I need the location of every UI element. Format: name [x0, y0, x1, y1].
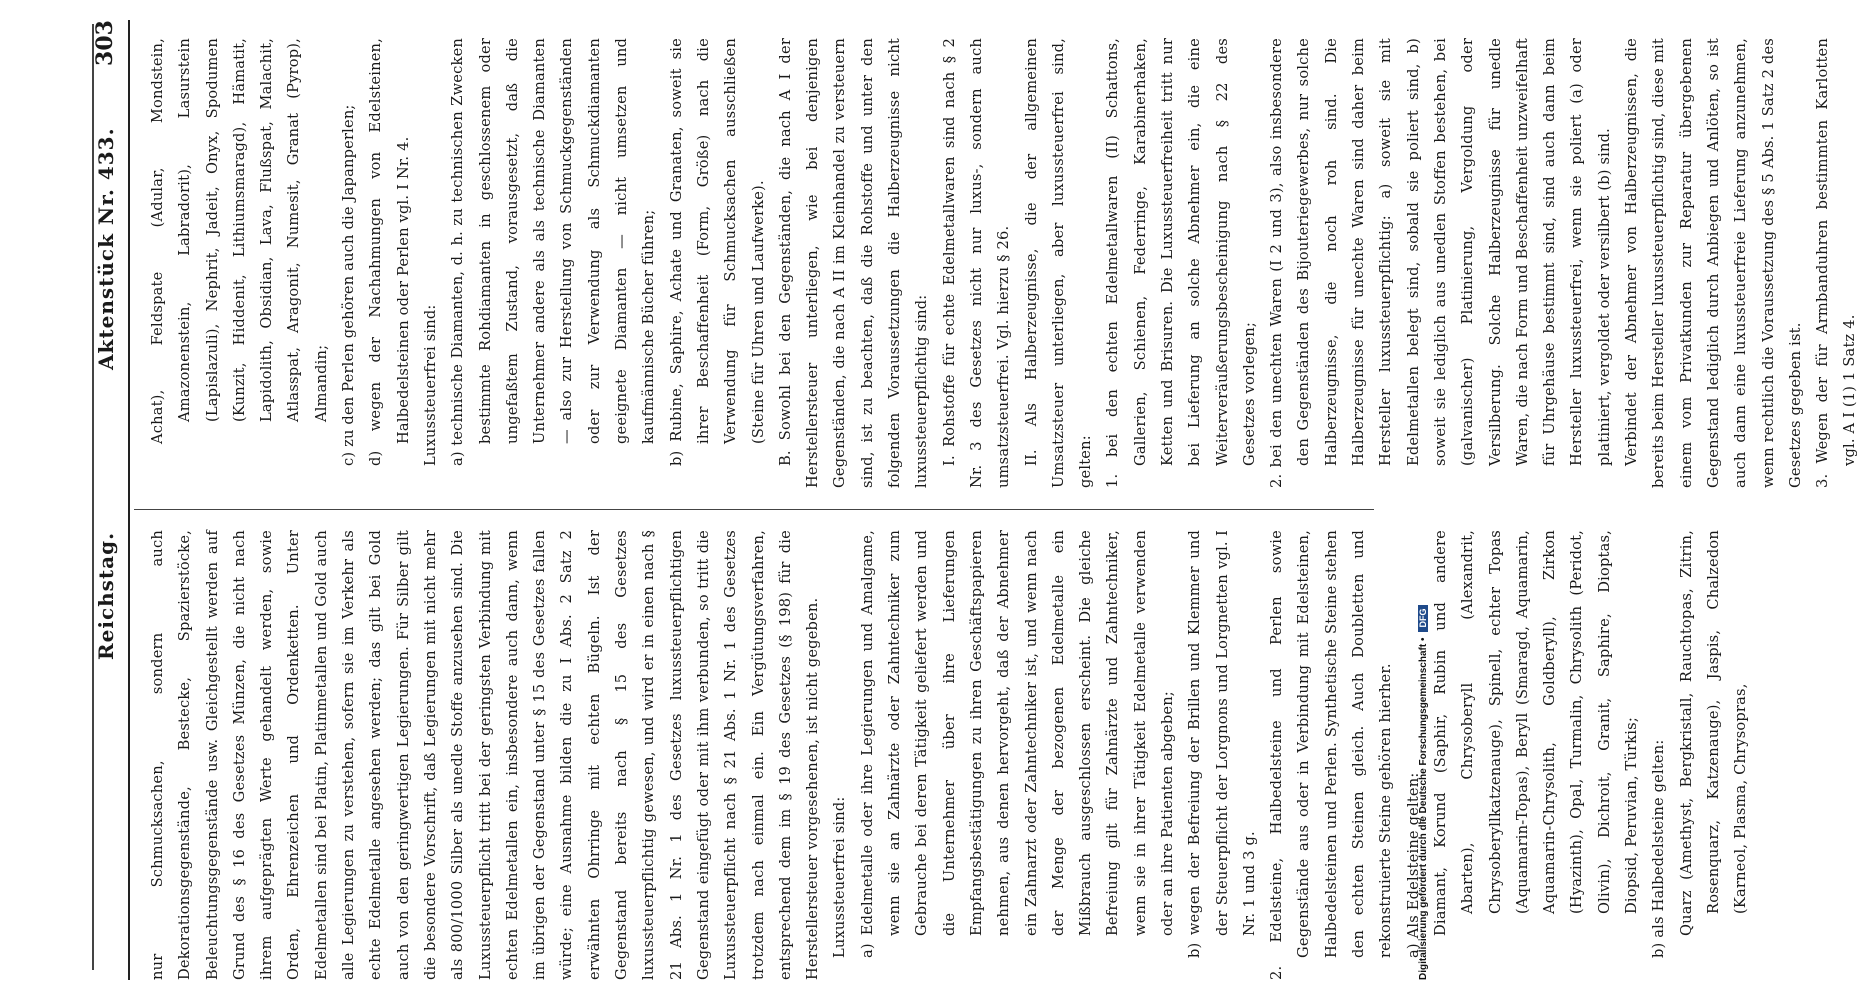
- list-item: 2. Edelsteine, Halbedelsteine und Perlen sowie Gegenstände aus oder in Verbindung mit Edelsteinen, Halbedelsteinen und Perlen. Synthetische Steine stehen den echten Steinen gleich. Auch Doubletten und rekonstruierte Steine gehören hierher.: [1268, 530, 1395, 980]
- header-rule: [128, 20, 130, 980]
- digitization-credit: [1418, 0, 1434, 980]
- list-item: 3. Wegen der für Armbanduhren bestimmten Karlotten vgl. A I (1) 1 Satz 4.: [1814, 38, 1859, 488]
- list-item: a) Edelmetalle oder ihre Legierungen und Amalgame, wenn sie an Zahnärzte oder Zahntechniker zum Gebrauche bei deren Tätigkeit geliefert werden und die Unternehmer über ihre Lieferungen Empfangsbestätigungen zu ihren Geschäftspapieren nehmen, aus denen hervorgeht, daß der Abnehmer ein Zahnarzt oder Zahntechniker ist, und wenn nach der Menge der bezogenen Edelmetalle ein Mißbrauch ausgeschlossen erscheint. Die gleiche Befreiung gilt für Zahnärzte und Zahntechniker, wenn sie in ihrer Tätigkeit Edelmetalle verwenden oder an ihre Patienten abgeben;: [858, 530, 1176, 958]
- paragraph: B. Sowohl bei den Gegenständen, die nach A I der Herstellersteuer unterliegen, wie bei denjenigen Gegenständen, die nach A II im Kleinhandel zu versteuern sind, ist zu beachten, daß die Rohstoffe und unter den folgenden Voraussetzungen die Halberzeugnisse nicht luxussteuerpflichtig sind:: [776, 38, 931, 488]
- list-item: 2. bei den unechten Waren (I 2 und 3), also insbesondere den Gegenständen des Bijouteriegewerbes, nur solche Halberzeugnisse, die noch roh sind. Die Halberzeugnisse für unechte Waren sind daher beim Hersteller luxussteuerpflichtig: a) soweit sie mit Edelmetallen belegt sind, sobald sie poliert sind, b) soweit sie lediglich aus unedlen Stoffen bestehen, bei (galvanischer) Platinierung, Vergoldung oder Versilberung. Solche Halberzeugnisse für unedle Waren, die nach Form und Beschaffenheit unzweifelhaft für Uhrgehäuse bestimmt sind, sind auch dann beim Hersteller luxussteuerfrei, wenn sie poliert (a) oder platiniert, vergoldet oder versilbert (b) sind.: [1268, 38, 1613, 488]
- credit-text: Digitalisierung gefördert durch die Deutsche Forschungsgemeinschaft •: [1418, 637, 1429, 980]
- paragraph: II. Als Halberzeugnisse, die der allgemeinen Umsatzsteuer unterliegen, aber luxussteuerfrei sind, gelten:: [1022, 38, 1095, 488]
- list-item: a) technische Diamanten, d. h. zu technischen Zwecken bestimmte Rohdiamanten in geschlossenem oder ungefaßtem Zustand, vorausgesetzt, daß die Unternehmer andere als als technische Diamanten — also zur Herstellung von Schmuckgegenständen oder zur Verwendung als Schmuckdiamanten geeignete Diamanten — nicht umsetzen und kaufmännische Bücher führen;: [449, 38, 658, 466]
- list-item: b) wegen der Befreiung der Brillen und Klemmer und der Steuerpflicht der Lorgnons und Lorgnetten vgl. I Nr. 1 und 3 g.: [1186, 530, 1258, 958]
- header-title: Aktenstück Nr. 433.: [94, 127, 118, 370]
- paragraph: Achat), Feldspate (Adular, Mondstein, Amazonenstein, Labradorit), Lasurstein (Lapislazuli), Nephrit, Jadeit, Onyx, Spodumen (Kunzit, Hiddenit, Lithiumsmaragd), Hämatit, Lapidolith, Obsidian, Lava, Flußspat, Malachit, Atlasspat, Aragonit, Numesit, Granat (Pyrop), Almandin;: [149, 38, 330, 444]
- list-item: 1. bei den echten Edelmetallwaren (II) Schattons, Gallerien, Schienen, Federringe, Karabinerhaken, Ketten und Brisuren. Die Luxussteuerfreiheit tritt nur bei Lieferung an solche Abnehmer ein, die eine Weiterveräußerungsbescheinigung nach § 22 des Gesetzes vorlegen;: [1104, 38, 1258, 488]
- header-left: Reichstag.: [94, 531, 118, 660]
- list-item: c) zu den Perlen gehören auch die Japanperlen;: [340, 104, 358, 466]
- paragraph: I. Rohstoffe für echte Edelmetallwaren sind nach § 2 Nr. 3 des Gesetzes nicht nur luxus-, sondern auch umsatzsteuerfrei. Vgl. hierzu § 26.: [940, 38, 1013, 488]
- list-item: a) Als Edelsteine gelten:: [1404, 772, 1422, 958]
- paragraph: Luxussteuerfrei sind:: [831, 796, 849, 958]
- paragraph: nur Schmucksachen, sondern auch Dekorationsgegenstände, Bestecke, Spazierstöcke, Beleuchtungsgegenstände usw. Gleichgestellt werden auf Grund des § 16 des Gesetzes Münzen, die nicht nach ihrem aufgeprägten Werte gehandelt werden, sowie Orden, Ehrenzeichen und Ordenketten. Unter Edelmetallen sind bei Platin, Platinmetallen und Gold auch alle Legierungen zu verstehen, sofern sie im Verkehr als echte Edelmetalle angesehen werden; das gilt bei Gold auch von den geringwertigen Legierungen. Für Silber gilt die besondere Vorschrift, daß Legierungen mit nicht mehr als 800/1000 Silber als unedle Stoffe anzusehen sind. Die Luxussteuerpflicht tritt bei der geringsten Verbindung mit echten Edelmetallen ein, insbesondere auch dann, wenn im übrigen der Gegenstand unter § 15 des Gesetzes fallen würde; eine Ausnahme bilden die zu I Abs. 2 Satz 2 erwähnten Ohrringe mit echten Bügeln. Ist der Gegenstand bereits nach § 15 des Gesetzes luxussteuerpflichtig gewesen, und wird er in einen nach § 21 Abs. 1 Nr. 1 des Gesetzes luxussteuerpflichtigen Gegenstand eingefügt oder mit ihm verbunden, so tritt die Luxussteuerpflicht nach § 21 Abs. 1 Nr. 1 des Gesetzes trotzdem nach einmal ein. Ein Vergütungsverfahren, entsprechend dem im § 19 des Gesetzes (§ 198) für die Herstellersteuer vorgesehenen, ist nicht gegeben.: [149, 530, 822, 980]
- dfg-logo: DFG: [1418, 605, 1428, 632]
- list-item: Diamant, Korund (Saphir, Rubin und andere Abarten), Chrysoberyll (Alexandrit, Chrysoberyllkatzenauge), Spinell, echter Topas (Aquamarin-Topas), Beryll (Smaragd, Aquamarin, Aquamarin-Chrysolith, Goldberyll), Zirkon (Hyazinth), Opal, Turmalin, Chrysolith (Peridot, Olivin), Dichroit, Granit, Saphire, Dioptas, Diopsid, Peruvian, Türkis;: [1431, 530, 1641, 936]
- paragraph: Luxussteuerfrei sind:: [421, 304, 439, 466]
- list-item: b) Rubine, Saphire, Achate und Granaten, soweit sie ihrer Beschaffenheit (Form, Größe) nach die Verwendung für Schmucksachen ausschließen (Steine für Uhren und Laufwerke).: [667, 38, 767, 466]
- page-number: 303: [92, 20, 118, 66]
- list-item: Quarz (Amethyst, Bergkristall, Rauchtopas, Zitrin, Rosenquarz, Katzenauge), Jaspis, Chalzedon (Karneol, Plasma, Chrysopras,: [1677, 530, 1750, 936]
- paragraph: Verbindet der Abnehmer von Halberzeugnissen, die bereits beim Hersteller luxussteuerpflichtig sind, diese mit einem vom Privatkunden zur Reparatur übergebenen Gegenstand lediglich durch Anbiegen und Anlöten, so ist auch dann eine luxussteuerfreie Lieferung anzunehmen, wenn rechtlich die Voraussetzung des § 5 Abs. 1 Satz 2 des Gesetzes gegeben ist.: [1623, 38, 1804, 488]
- list-item: d) wegen der Nachahmungen von Edelsteinen, Halbedelsteinen oder Perlen vgl. I Nr. 4.: [367, 38, 412, 466]
- right-column: [144, 38, 1859, 488]
- column-divider: [134, 509, 1374, 510]
- list-item: b) als Halbedelsteine gelten:: [1650, 739, 1668, 958]
- page-header: [88, 20, 128, 980]
